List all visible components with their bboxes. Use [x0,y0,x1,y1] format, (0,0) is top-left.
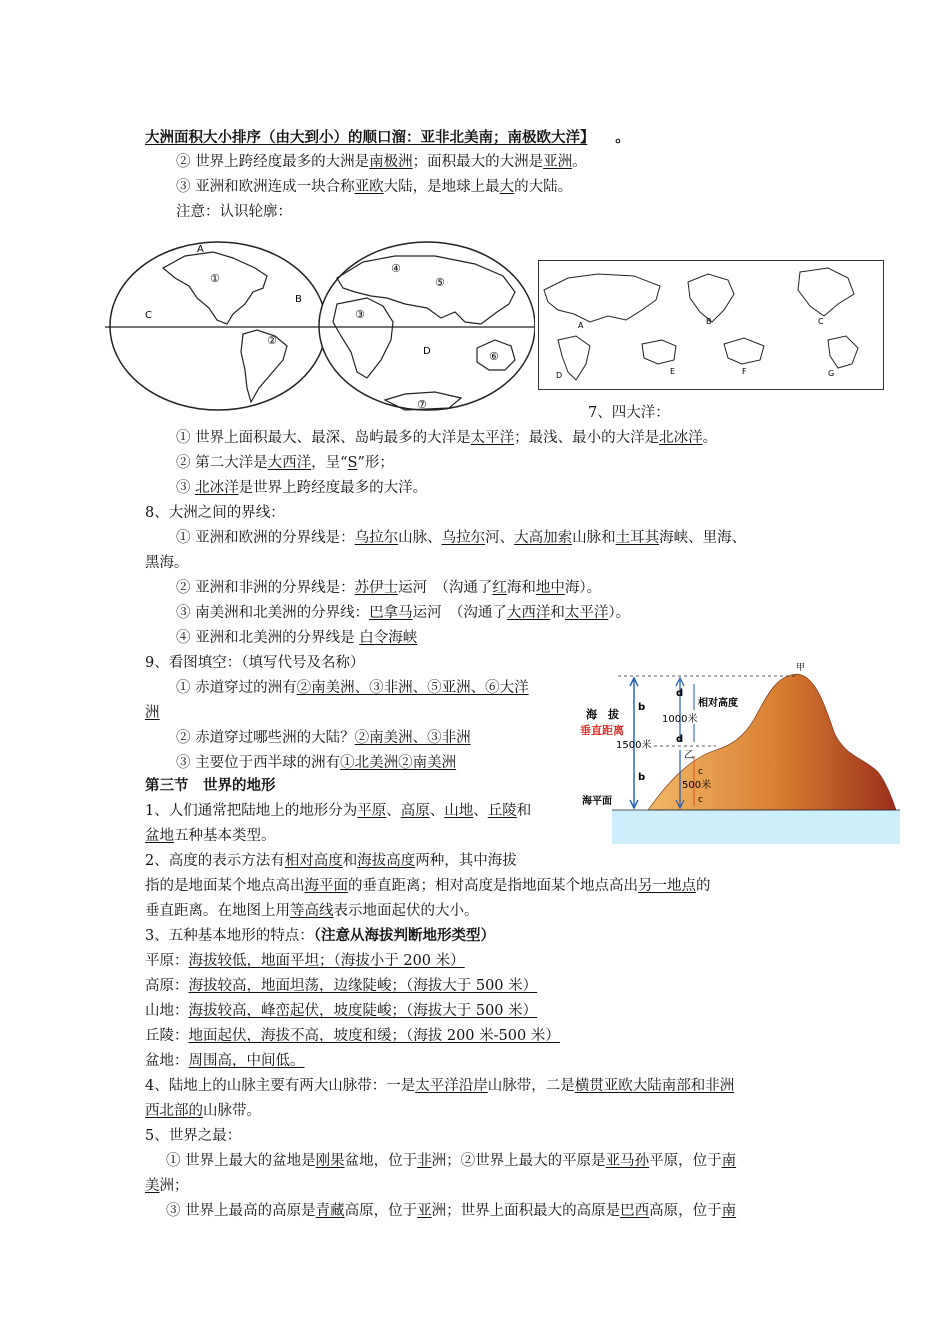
label-b2: b [638,772,646,783]
text: 。 [572,154,587,170]
landform-name: 盆地： [145,1053,189,1069]
text: ③ 世界上最高的高原是 [166,1203,316,1219]
s8-line-1b: 黑海。 [145,555,189,571]
text: 3、五种基本地形的特点： [145,928,314,944]
map-label-3: ③ [355,308,365,321]
s9-line-1b [145,703,160,723]
label-c2: c [698,795,703,805]
map-label-7: ⑦ [417,398,427,411]
text: 4、陆地上的山脉主要有两大山脉带：一是 [145,1078,416,1094]
mnemonic-text: 大洲面积大小排序（由大到小）的顺口溜：亚非北美南；南极欧大洋】 [145,129,588,146]
text: 大陆，是地球上最 [383,179,500,195]
answer: 地中 [535,580,565,596]
text: 垂直距离。在地图上用 [145,903,290,919]
answer: 相对高度 [284,853,343,869]
answer: 乌拉尔 [354,530,399,546]
landform-name: 平原： [145,953,189,969]
landform-basin [145,1051,305,1071]
text: 高原，位于 [649,1203,722,1219]
text: ④ 亚洲和北美洲的分界线是 [176,630,360,646]
map-label-4: ④ [391,262,401,275]
text: ③ 亚洲和欧洲连成一块合称 [176,179,355,195]
text: 洲；②世界上最大的平原是 [431,1153,606,1169]
landform-name: 山地： [145,1003,189,1019]
landform-desc: 海拔较高，地面坦荡，边缘陡峻；（海拔大于 500 米） [188,978,538,994]
s7-line-3 [176,478,427,498]
text: ，呈“ [311,455,348,471]
grid-label-G: G [828,369,835,378]
answer: 大 [499,179,515,195]
sec3-title: 第三节 世界的地形 [145,777,276,794]
hemisphere-map [105,238,535,416]
answer: 丘陵 [487,803,517,819]
label-500: 500米 [682,780,712,791]
answer: 横贯亚欧大陆南部和非洲 [574,1078,735,1094]
text: ）。 [608,605,631,621]
map-label-B: B [295,294,302,305]
landform-name: 丘陵： [145,1028,189,1044]
s9-line-1 [176,678,529,698]
answer: 盆地 [145,828,174,844]
mnemonic-line [145,128,630,148]
answer: 白令海峡 [359,630,418,646]
altitude-diagram [578,662,900,844]
s6-line-1 [176,152,587,172]
text: ① 亚洲和欧洲的分界线是： [176,530,355,546]
answer: 大高加索 [514,530,573,546]
s6-line-2 [176,177,572,197]
landform-desc: 海拔较低，地面平坦；（海拔小于 200 米） [188,953,465,969]
label-d1: d [676,688,684,699]
answer: 巴拿马 [369,605,413,621]
text: 表示地面起伏的大小。 [333,903,479,919]
text: 的垂直距离；相对高度是指地面某个地点高出 [348,878,638,894]
grid-label-F: F [742,367,747,376]
landform-name: 高原： [145,978,189,994]
text: 、 [386,803,401,819]
sec3-p3 [145,926,495,946]
label-haipingmian: 海平面 [582,796,612,807]
s8-line-2 [176,578,601,598]
answer: ①北美洲②南美洲 [340,755,457,771]
sec3-p1b [145,826,276,846]
answer: 红 [492,580,507,596]
s8-line-4 [176,628,417,648]
text: ② 世界上跨经度最多的大洲是 [176,154,370,170]
map-label-2: ② [267,334,277,347]
answer: 北冰洋 [195,480,239,496]
text: ② 赤道穿过哪些洲的大陆？ [176,730,355,746]
text: 运河 （沟通了 [398,580,493,596]
s8-line-3 [176,603,630,623]
text: ③ 主要位于西半球的洲有 [176,755,341,771]
answer: 亚 [417,1203,432,1219]
answer: 西北部的 [145,1103,203,1119]
answer: 非 [417,1153,432,1169]
label-1500: 1500米 [616,740,652,751]
answer: 青藏 [315,1203,345,1219]
map-label-D: D [423,346,431,357]
label-chuizhi: 垂直距离 [580,724,624,737]
text: 洲； [159,1178,189,1194]
text: ① 赤道穿过的洲有 [176,680,297,696]
answer: 乌拉尔 [441,530,486,546]
sec3-p1a [145,801,531,821]
grid-label-D: D [556,371,563,380]
text: ；面积最大的大洲是 [412,154,544,170]
label-jia: 甲 [796,663,806,673]
text: ② 第二大洋是 [176,455,268,471]
text: 山脉带，二是 [487,1078,575,1094]
text: ② 亚洲和非洲的分界线是： [176,580,355,596]
answer: ②南美洲、③非洲 [354,730,471,746]
text: 运河 （沟通了 [412,605,507,621]
s8-title: 8、大洲之间的界线： [145,505,285,521]
label-1000: 1000米 [662,714,698,725]
text: 高原，位于 [344,1203,418,1219]
sea-area [612,810,900,844]
label-b1: b [638,702,646,713]
s7-line-2 [176,453,394,473]
text: 1、人们通常把陆地上的地形分为 [145,803,358,819]
s9-line-3 [176,753,456,773]
text: 和 [550,605,565,621]
text: 平原，位于 [649,1153,722,1169]
grid-label-B: B [706,317,712,326]
text: 五种基本类型。 [174,828,276,844]
map-label-C: C [145,310,152,321]
map-label-5: ⑤ [435,276,445,289]
text: 洲；世界上面积最大的高原是 [431,1203,621,1219]
sec3-p5c [166,1201,736,1221]
sec3-p4b [145,1101,261,1121]
answer: 洲 [145,705,160,721]
text: 、 [429,803,445,819]
text: 指的是地面某个地点高出 [145,878,305,894]
answer: 南 [721,1153,737,1169]
text: 海）。 [564,580,602,596]
map-label-6: ⑥ [489,350,499,363]
answer: 亚马孙 [605,1153,650,1169]
landform-desc: 海拔较高，峰峦起伏，坡度陡峻；（海拔大于 500 米） [188,1003,538,1019]
answer: 美 [145,1178,160,1194]
answer: 苏伊士 [354,580,399,596]
s8-line-1 [176,528,746,548]
answer: 亚洲 [543,154,573,170]
text: 山脉带。 [203,1103,261,1119]
text: 河、 [485,530,515,546]
text: 山脉和 [572,530,616,546]
text: 和 [342,853,358,869]
text: 和 [516,803,532,819]
answer: 平原 [357,803,387,819]
grid-label-A: A [578,321,584,330]
grid-label-C: C [818,317,824,326]
sec3-p2a [145,851,517,871]
text: 2、高度的表示方法有 [145,853,285,869]
answer: 太平洋 [470,430,515,446]
map-label-A: A [197,244,204,255]
landform-plateau [145,976,537,996]
answer: 等高线 [290,903,334,919]
text: ；最浅、最小的大洋是 [514,430,660,446]
answer: 大西洋 [506,605,551,621]
s6-line-3: 注意：认识轮廓： [176,204,292,220]
text: ① 世界上最大的盆地是 [166,1153,316,1169]
text: 。 [702,430,718,446]
label-haiba: 海 拔 [586,708,619,721]
landform-hills [145,1026,560,1046]
text: 山脉、 [398,530,442,546]
text: 海和 [506,580,536,596]
label-yi: 乙 [684,750,694,761]
answer: 南极洲 [369,154,413,170]
answer: 海拔高度 [357,853,416,869]
sec3-p2c [145,901,479,921]
answer: S [347,455,358,471]
label-c1: c [698,767,703,777]
s7-line-1 [176,428,717,448]
label-xiangdui: 相对高度 [698,698,738,709]
landform-mountain [145,1001,537,1021]
answer: 刚果 [315,1153,345,1169]
text: ① 世界上面积最大、最深、岛屿最多的大洋是 [176,430,471,446]
answer: 海平面 [304,878,348,894]
answer: 高原 [400,803,430,819]
sec3-p4a [145,1076,734,1096]
answer: 土耳其 [615,530,660,546]
text: ③ [176,480,196,496]
s9-line-2 [176,728,471,748]
s9-title: 9、看图填空：（填写代号及名称） [145,655,365,671]
continent-outline-map [538,260,884,390]
text: 、 [473,803,488,819]
answer: 巴西 [620,1203,650,1219]
landform-plain [145,951,465,971]
answer: 太平洋沿岸 [415,1078,488,1094]
mnemonic-tail: 。 [615,129,630,146]
sec3-p5a [166,1151,736,1171]
landform-desc: 周围高，中间低。 [188,1053,305,1069]
answer: 亚欧 [354,179,384,195]
answer: 北冰洋 [659,430,703,446]
answer: 山地 [444,803,474,819]
sec3-p2b [145,876,711,896]
sec3-p5: 5、世界之最： [145,1128,242,1144]
grid-label-E: E [670,367,676,376]
text: 的 [696,878,711,894]
answer: 南 [721,1203,737,1219]
text: 的大陆。 [514,179,573,195]
sec3-p5b [145,1176,189,1196]
map-label-1: ① [210,272,220,285]
answer: ②南美洲、③非洲、⑤亚洲、⑥大洋 [296,680,529,696]
text: ”形； [357,455,394,471]
answer: 另一地点 [638,878,696,894]
landform-desc: 地面起伏，海拔不高，坡度和缓；（海拔 200 米-500 米） [188,1028,560,1044]
text: ③ 南美洲和北美洲的分界线： [176,605,370,621]
text: 盆地，位于 [344,1153,418,1169]
answer: 太平洋 [564,605,609,621]
bold-note: （注意从海拔判断地形类型） [313,927,495,944]
text: 两种，其中海拔 [415,853,517,869]
answer: 大西洋 [267,455,312,471]
text: 海峡、里海、 [659,530,747,546]
label-d2: d [676,734,684,745]
text: 是世界上跨经度最多的大洋。 [238,480,428,496]
s7-title: 7、四大洋： [588,405,670,421]
